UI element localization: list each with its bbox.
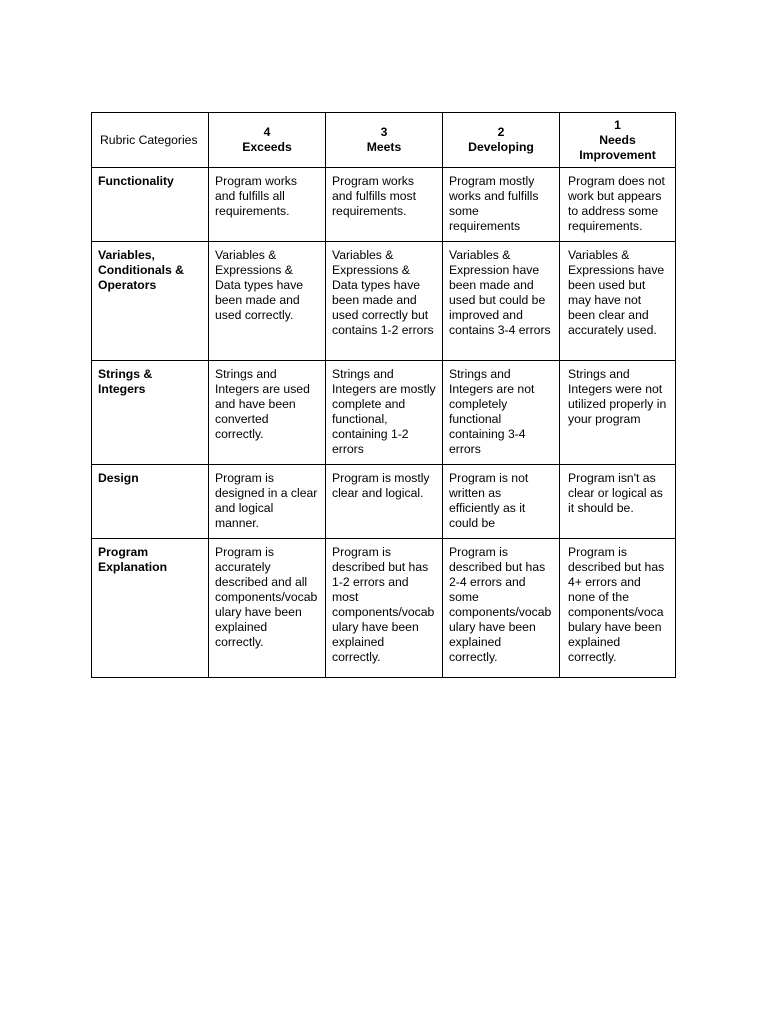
criterion-cell: Program is described but has 2-4 errors and some components/vocabulary have been explained correctly.	[443, 539, 560, 678]
level-header-2	[443, 113, 560, 168]
criterion-cell: Program is described but has 1-2 errors and most components/vocabulary have been explained correctly.	[326, 539, 443, 678]
header-row	[92, 113, 676, 168]
criterion-cell: Program is accurately described and all components/vocabulary have been explained correctly.	[209, 539, 326, 678]
criterion-cell: Program mostly works and fulfills some requirements	[443, 168, 560, 242]
categories-header: Rubric Categories	[92, 113, 209, 168]
criterion-cell: Program isn't as clear or logical as it should be.	[560, 465, 676, 539]
rubric-row-functionality	[92, 168, 676, 242]
criterion-cell: Strings and Integers are used and have been converted correctly.	[209, 361, 326, 465]
rubric-row-variables	[92, 242, 676, 361]
level-label: Developing	[468, 140, 534, 154]
level-label: Exceeds	[242, 140, 292, 154]
category-cell: Strings & Integers	[92, 361, 209, 465]
criterion-cell: Variables & Expression have been made and used but could be improved and contains 3-4 errors	[443, 242, 560, 361]
criterion-cell: Strings and Integers were not utilized properly in your program	[560, 361, 676, 465]
criterion-cell: Program is designed in a clear and logical manner.	[209, 465, 326, 539]
level-header-3	[326, 113, 443, 168]
criterion-cell: Program is mostly clear and logical.	[326, 465, 443, 539]
level-label: Meets	[366, 140, 402, 154]
category-cell: Variables, Conditionals & Operators	[92, 242, 209, 361]
level-score: 4	[263, 125, 271, 139]
criterion-cell: Variables & Expressions & Data types have been made and used correctly but contains 1-2 errors	[326, 242, 443, 361]
category-cell: Program Explanation	[92, 539, 209, 678]
criterion-cell: Variables & Expressions & Data types have been made and used correctly.	[209, 242, 326, 361]
criterion-cell: Program is not written as efficiently as it could be	[443, 465, 560, 539]
rubric-row-design	[92, 465, 676, 539]
category-cell: Design	[92, 465, 209, 539]
rubric-row-strings	[92, 361, 676, 465]
level-score: 3	[380, 125, 388, 139]
level-label: Needs Improvement	[579, 132, 656, 162]
rubric-table	[91, 112, 676, 678]
criterion-cell: Program is described but has 4+ errors and none of the components/vocabulary have been explained correctly.	[560, 539, 676, 678]
level-header-4	[209, 113, 326, 168]
level-score: 1	[614, 117, 621, 132]
criterion-cell: Strings and Integers are not completely functional containing 3-4 errors	[443, 361, 560, 465]
level-score: 2	[497, 125, 505, 139]
criterion-cell: Program does not work but appears to address some requirements.	[560, 168, 676, 242]
rubric-row-program-explanation	[92, 539, 676, 678]
criterion-cell: Strings and Integers are mostly complete and functional, containing 1-2 errors	[326, 361, 443, 465]
criterion-cell: Variables & Expressions have been used but may have not been clear and accurately used.	[560, 242, 676, 361]
level-header-1	[560, 113, 676, 168]
criterion-cell: Program works and fulfills all requirements.	[209, 168, 326, 242]
criterion-cell: Program works and fulfills most requirements.	[326, 168, 443, 242]
category-cell: Functionality	[92, 168, 209, 242]
